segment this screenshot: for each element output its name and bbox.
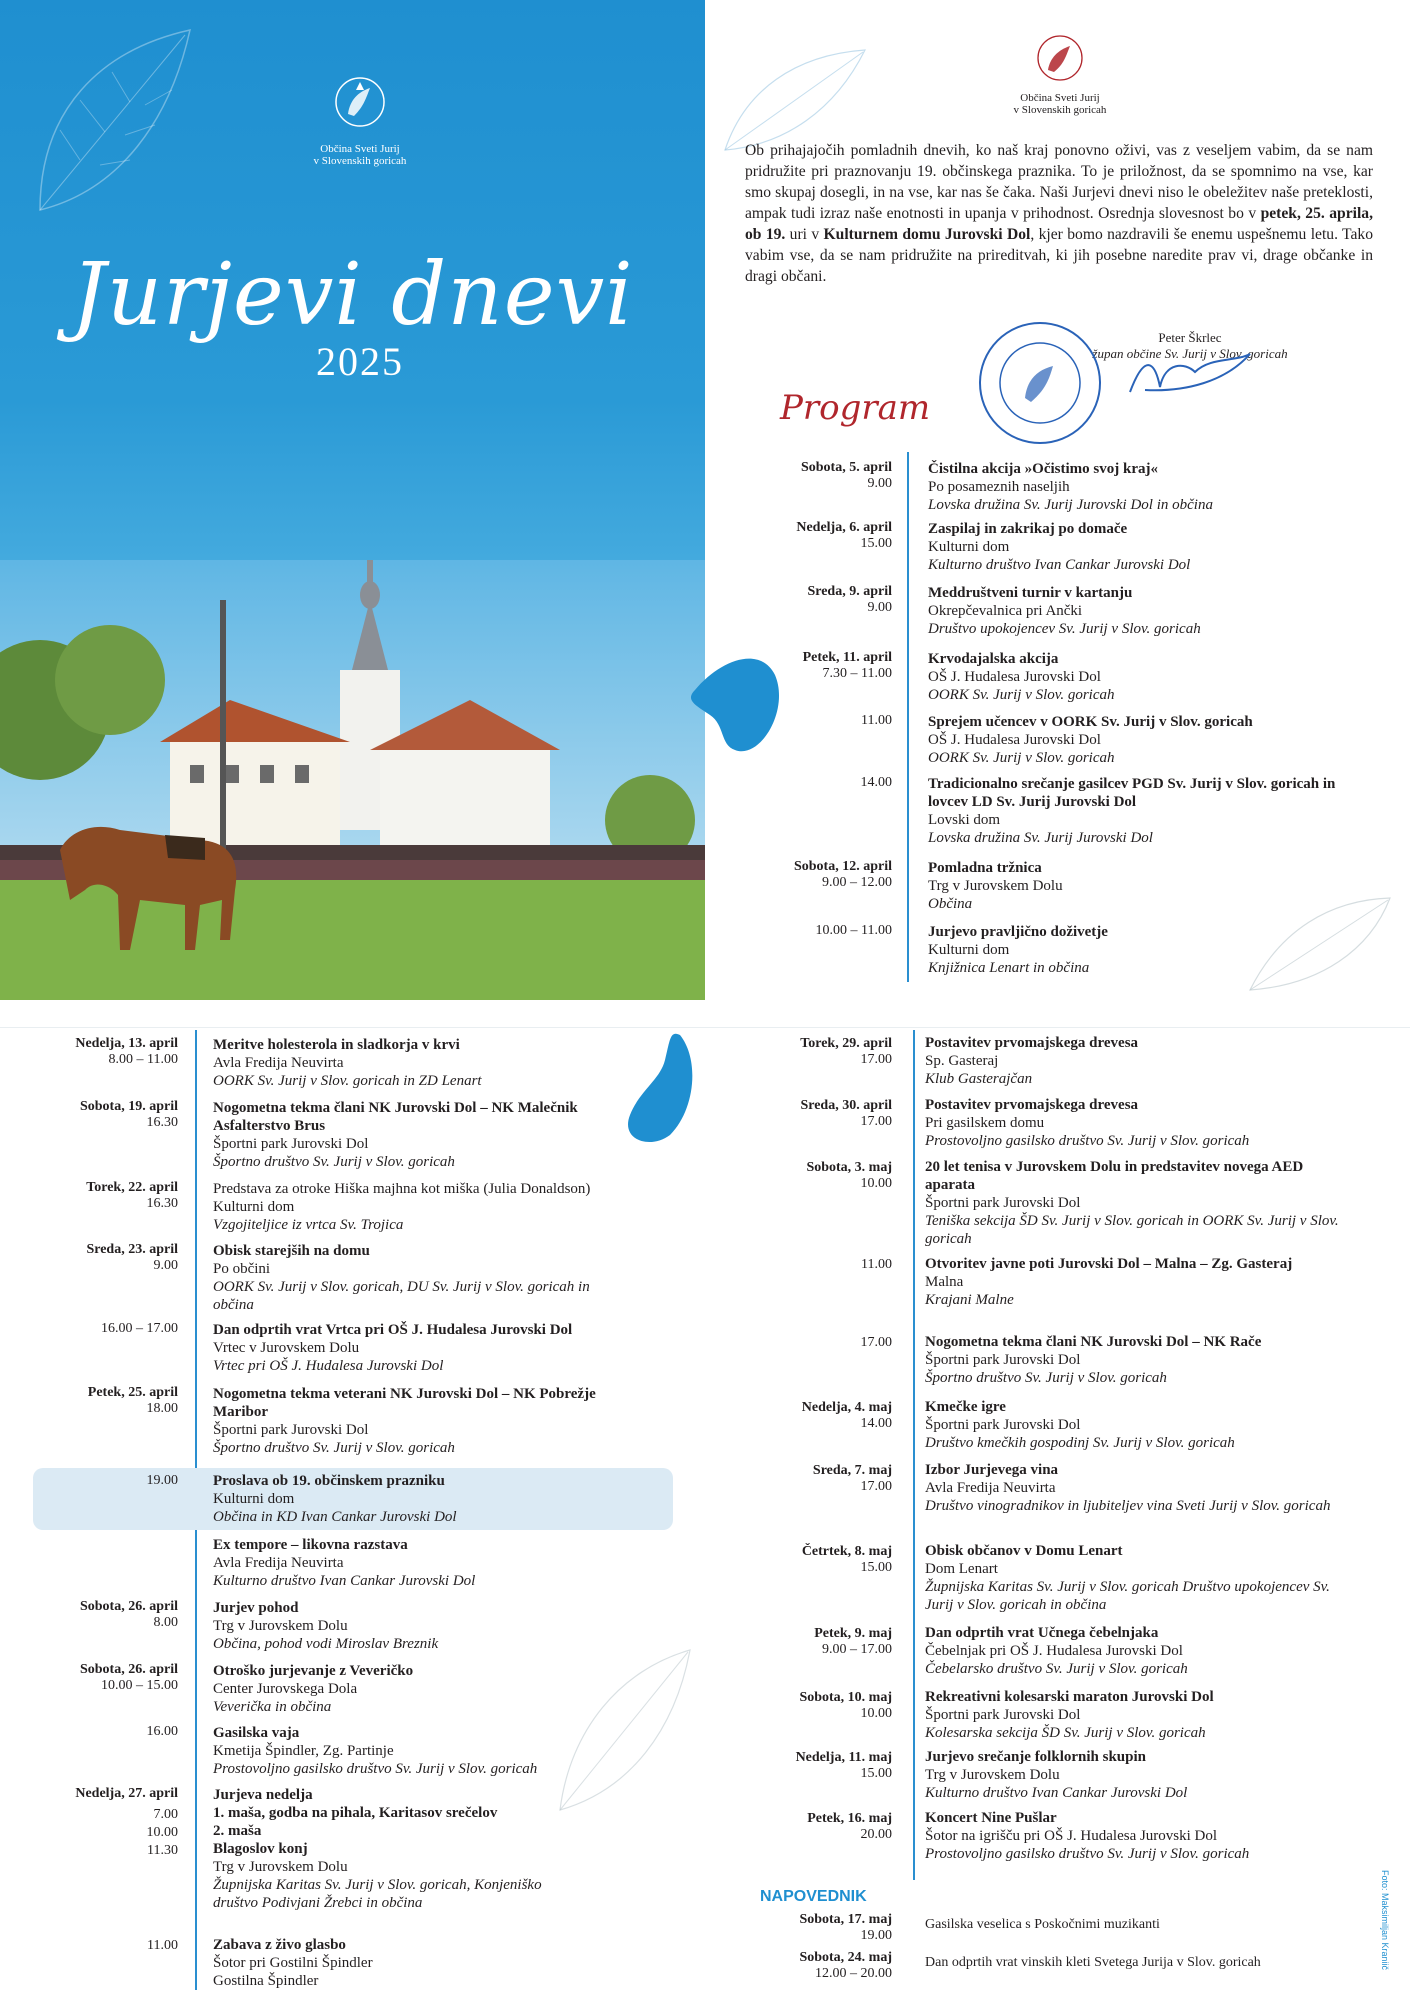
event-organizer: Občina, pohod vodi Miroslav Breznik xyxy=(213,1636,439,1652)
event-organizer: Župnijska Karitas Sv. Jurij v Slov. goricah, Konjeniško društvo Podivjani Žrebci in občina xyxy=(213,1877,542,1911)
program-title: Program xyxy=(780,388,931,428)
event-time: 15.00 xyxy=(860,536,892,551)
event-organizer: Krajani Malne xyxy=(925,1292,1014,1308)
event-organizer: Vrtec pri OŠ J. Hudalesa Jurovski Dol xyxy=(213,1358,444,1374)
event-date: Sreda, 9. april xyxy=(807,584,892,599)
event-time: 18.00 xyxy=(146,1401,178,1416)
event-time: 11.00 xyxy=(147,1938,178,1953)
event-time: 9.00 xyxy=(867,476,892,491)
event-organizer: Veverička in občina xyxy=(213,1699,332,1715)
event-time: 11.00 xyxy=(861,1257,892,1272)
event-place: OŠ J. Hudalesa Jurovski Dol xyxy=(928,732,1101,748)
municipality-line1: Občina Sveti Jurij xyxy=(1020,92,1100,104)
event-organizer: Kulturno društvo Ivan Cankar Jurovski Dol xyxy=(928,557,1191,573)
event-place: Trg v Jurovskem Dolu xyxy=(928,878,1063,894)
municipality-logo-icon xyxy=(1030,30,1090,90)
event-title: Otroško jurjevanje z Veveričko xyxy=(213,1663,414,1679)
event-title: Obisk starejših na domu xyxy=(213,1243,370,1259)
event-place: Športni park Jurovski Dol xyxy=(925,1195,1081,1211)
event-date: Torek, 22. april xyxy=(86,1180,178,1195)
event-organizer: OORK Sv. Jurij v Slov. goricah xyxy=(928,687,1115,703)
event-place: Kulturni dom xyxy=(928,539,1010,555)
event-place: Športni park Jurovski Dol xyxy=(925,1707,1081,1723)
municipality-name-small xyxy=(985,92,1135,116)
event-time: 17.00 xyxy=(860,1052,892,1067)
event-organizer: Čebelarsko društvo Sv. Jurij v Slov. goricah xyxy=(925,1661,1188,1677)
event-date: Sobota, 5. april xyxy=(800,460,892,475)
event-place: Kulturni dom xyxy=(213,1199,295,1215)
event-organizer: Teniška sekcija ŠD Sv. Jurij v Slov. goricah in OORK Sv. Jurij v Slov. goricah xyxy=(925,1213,1339,1247)
leaf-decoration-icon xyxy=(20,20,200,220)
event-title: Postavitev prvomajskega drevesa xyxy=(925,1035,1139,1051)
event-organizer: Občina xyxy=(928,896,973,912)
event-time: 10.00 xyxy=(860,1176,892,1191)
event-place: Avla Fredija Neuvirta xyxy=(213,1055,344,1071)
event-time: 17.00 xyxy=(860,1335,892,1350)
event-title: Gasilska vaja xyxy=(213,1725,300,1741)
event-title: Nogometna tekma veterani NK Jurovski Dol – NK Pobrežje Maribor xyxy=(213,1386,596,1420)
event-place: Lovski dom xyxy=(928,812,1001,828)
event-place: Trg v Jurovskem Dolu xyxy=(213,1859,348,1875)
event-title: Postavitev prvomajskega drevesa xyxy=(925,1097,1139,1113)
timeline-line xyxy=(907,452,909,982)
event-date: Sobota, 17. maj xyxy=(799,1912,892,1927)
event-title: Dan odprtih vrat Vrtca pri OŠ J. Hudalesa Jurovski Dol xyxy=(213,1322,573,1338)
event-date: Petek, 11. april xyxy=(802,650,892,665)
event-organizer: Prostovoljno gasilsko društvo Sv. Jurij v Slov. goricah xyxy=(925,1846,1250,1862)
event-line: 2. maša xyxy=(213,1823,262,1839)
cover-panel xyxy=(0,0,705,1000)
event-title: 20 let tenisa v Jurovskem Dolu in predstavitev novega AED aparata xyxy=(925,1159,1304,1193)
event-place: Kulturni dom xyxy=(213,1491,295,1507)
event-organizer: Župnijska Karitas Sv. Jurij v Slov. goricah Društvo upokojencev Sv. Jurij v Slov. goricah in občina xyxy=(925,1579,1330,1613)
event-place: Kulturni dom xyxy=(928,942,1010,958)
event-place: Po posameznih naseljih xyxy=(928,479,1070,495)
municipality-name xyxy=(280,143,440,167)
napovednik-text: Gasilska veselica s Poskočnimi muzikanti xyxy=(925,1917,1160,1932)
intro-text-3: , kjer bomo nazdravili še enemu uspešnemu letu. Tako vabim vse, da se nam pridružite na prireditvah, ki jih posebne naredite prav vi, drage občanke in dragi občani. xyxy=(745,226,1373,285)
page-year: 2025 xyxy=(316,339,404,384)
event-time: 14.00 xyxy=(860,1416,892,1431)
event-organizer: Kulturno društvo Ivan Cankar Jurovski Dol xyxy=(213,1573,476,1589)
event-time: 19.00 xyxy=(146,1473,178,1488)
event-organizer: Športno društvo Sv. Jurij v Slov. goricah xyxy=(925,1370,1167,1386)
intro-bold-date: petek, 25. aprila, ob 19. xyxy=(745,205,1373,243)
municipality-line2: v Slovenskih goricah xyxy=(313,155,407,167)
event-place: Center Jurovskega Dola xyxy=(213,1681,358,1697)
event-title: Tradicionalno srečanje gasilcev PGD Sv. Jurij v Slov. goricah in lovcev LD Sv. Jurij Jurovski Dol xyxy=(928,776,1336,810)
event-place: Po občini xyxy=(213,1261,271,1277)
event-organizer: Športno društvo Sv. Jurij v Slov. goricah xyxy=(213,1440,455,1456)
event-place: Malna xyxy=(925,1274,964,1290)
event-date: Sobota, 24. maj xyxy=(799,1950,892,1965)
leaf-decoration-icon xyxy=(1240,890,1400,1000)
event-title: Rekreativni kolesarski maraton Jurovski Dol xyxy=(925,1689,1214,1705)
event-organizer: Lovska družina Sv. Jurij Jurovski Dol xyxy=(928,830,1153,846)
section-divider xyxy=(0,1027,1410,1028)
event-time: 15.00 xyxy=(860,1766,892,1781)
event-date: Sobota, 19. april xyxy=(79,1099,178,1114)
event-date: Torek, 29. april xyxy=(800,1036,892,1051)
event-time: 7.00 xyxy=(153,1807,178,1822)
event-date: Petek, 16. maj xyxy=(807,1811,892,1826)
napovednik-text: Dan odprtih vrat vinskih kleti Svetega Jurija v Slov. goricah xyxy=(925,1955,1261,1970)
event-time: 8.00 – 11.00 xyxy=(108,1052,178,1067)
event-title: Zabava z živo glasbo xyxy=(213,1937,346,1953)
event-time: 9.00 xyxy=(867,600,892,615)
event-line: Blagoslov konj xyxy=(213,1841,308,1857)
event-place: Vrtec v Jurovskem Dolu xyxy=(213,1340,360,1356)
timeline-line-right xyxy=(913,1030,915,1880)
event-place: Okrepčevalnica pri Ančki xyxy=(928,603,1083,619)
event-title: Izbor Jurjevega vina xyxy=(925,1462,1059,1478)
event-title: Jurjevo pravljično doživetje xyxy=(928,924,1108,940)
event-date: Sreda, 7. maj xyxy=(812,1463,892,1478)
event-time: 10.00 – 11.00 xyxy=(815,923,892,938)
event-place: OŠ J. Hudalesa Jurovski Dol xyxy=(928,669,1101,685)
event-time: 20.00 xyxy=(860,1827,892,1842)
event-organizer: Društvo kmečkih gospodinj Sv. Jurij v Slov. goricah xyxy=(925,1435,1235,1451)
event-date: Sreda, 30. april xyxy=(800,1098,892,1113)
event-date: Nedelja, 27. april xyxy=(75,1786,178,1801)
event-place: Športni park Jurovski Dol xyxy=(925,1352,1081,1368)
event-organizer: Občina in KD Ivan Cankar Jurovski Dol xyxy=(213,1509,457,1525)
page-title: Jurjevi dnevi xyxy=(71,245,634,345)
event-place: Avla Fredija Neuvirta xyxy=(925,1480,1056,1496)
event-organizer: OORK Sv. Jurij v Slov. goricah xyxy=(928,750,1115,766)
event-title: Zaspilaj in zakrikaj po domače xyxy=(928,521,1128,537)
municipality-line2: v Slovenskih goricah xyxy=(1013,104,1107,116)
event-place: Šotor pri Gostilni Špindler xyxy=(213,1955,373,1971)
event-title: Proslava ob 19. občinskem prazniku xyxy=(213,1473,445,1489)
event-title: Kmečke igre xyxy=(925,1399,1006,1415)
event-organizer: Društvo upokojencev Sv. Jurij v Slov. goricah xyxy=(928,621,1201,637)
municipality-line1: Občina Sveti Jurij xyxy=(320,143,400,155)
event-line: 1. maša, godba na pihala, Karitasov srečelov xyxy=(213,1805,498,1821)
event-title: Ex tempore – likovna razstava xyxy=(213,1537,408,1553)
event-place: Avla Fredija Neuvirta xyxy=(213,1555,344,1571)
event-time: 16.00 – 17.00 xyxy=(101,1321,178,1336)
signature-icon xyxy=(1125,342,1265,402)
event-organizer: Športno društvo Sv. Jurij v Slov. goricah xyxy=(213,1154,455,1170)
event-title: Dan odprtih vrat Učnega čebelnjaka xyxy=(925,1625,1159,1641)
event-date: Nedelja, 13. april xyxy=(75,1036,178,1051)
event-time: 11.30 xyxy=(147,1843,178,1858)
napovednik-heading: NAPOVEDNIK xyxy=(760,1888,867,1905)
event-place: Kmetija Špindler, Zg. Partinje xyxy=(213,1743,394,1759)
event-organizer: Društvo vinogradnikov in ljubiteljev vina Sveti Jurij v Slov. goricah xyxy=(925,1498,1331,1514)
event-place: Dom Lenart xyxy=(925,1561,998,1577)
event-place: Športni park Jurovski Dol xyxy=(213,1422,369,1438)
event-organizer: Gostilna Špindler xyxy=(213,1973,319,1989)
event-date: Nedelja, 4. maj xyxy=(801,1400,892,1415)
event-organizer: OORK Sv. Jurij v Slov. goricah in ZD Lenart xyxy=(213,1073,482,1089)
event-organizer: Prostovoljno gasilsko društvo Sv. Jurij v Slov. goricah xyxy=(925,1133,1250,1149)
event-time: 16.00 xyxy=(146,1724,178,1739)
event-place: Sp. Gasteraj xyxy=(925,1053,999,1069)
event-time: 17.00 xyxy=(860,1479,892,1494)
event-date: Petek, 25. april xyxy=(87,1385,178,1400)
event-title: Nogometna tekma člani NK Jurovski Dol – NK Rače xyxy=(925,1334,1262,1350)
event-place: Trg v Jurovskem Dolu xyxy=(925,1767,1060,1783)
event-date: Sobota, 10. maj xyxy=(799,1690,892,1705)
event-place: Športni park Jurovski Dol xyxy=(925,1417,1081,1433)
leaf-decoration-icon xyxy=(550,1640,700,1820)
event-title: Jurjevo srečanje folklornih skupin xyxy=(925,1749,1146,1765)
event-time: 16.30 xyxy=(146,1196,178,1211)
event-title: Meddruštveni turnir v kartanju xyxy=(928,585,1133,601)
event-time: 10.00 – 15.00 xyxy=(101,1678,178,1693)
municipality-logo-icon xyxy=(330,70,390,140)
event-time: 19.00 xyxy=(860,1928,892,1943)
event-organizer: Lovska družina Sv. Jurij Jurovski Dol in občina xyxy=(928,497,1213,513)
event-organizer: Vzgojiteljice iz vrtca Sv. Trojica xyxy=(213,1217,404,1233)
event-date: Sreda, 23. april xyxy=(86,1242,178,1257)
event-time: 17.00 xyxy=(860,1114,892,1129)
event-time: 10.00 xyxy=(146,1825,178,1840)
event-time: 9.00 – 12.00 xyxy=(822,875,892,890)
event-place: Pri gasilskem domu xyxy=(925,1115,1045,1131)
event-time: 16.30 xyxy=(146,1115,178,1130)
event-time: 7.30 – 11.00 xyxy=(822,666,892,681)
intro-text-1: Ob prihajajočih pomladnih dnevih, ko naš kraj ponovno oživi, vas z veseljem vabim, da se nam pridružite pri praznovanju 19. občinskega praznika. To je priložnost, da se spomnimo na vse, kar smo skupaj dosegli, in na vse, kar nas še čaka. Naši Jurjevi dnevi niso le obeležitev naše preteklosti, ampak tudi izraz naše enotnosti in upanja v prihodnost. Osrednja slovesnost bo v xyxy=(745,142,1373,222)
event-title: Pomladna tržnica xyxy=(928,860,1042,876)
event-organizer: Prostovoljno gasilsko društvo Sv. Jurij v Slov. goricah xyxy=(213,1761,538,1777)
event-time: 9.00 xyxy=(153,1258,178,1273)
church-horse-photo xyxy=(0,560,705,1000)
event-organizer: Knjižnica Lenart in občina xyxy=(928,960,1090,976)
event-title: Krvodajalska akcija xyxy=(928,651,1059,667)
event-title: Otvoritev javne poti Jurovski Dol – Malna – Zg. Gasteraj xyxy=(925,1256,1293,1272)
event-title: Predstava za otroke Hiška majhna kot miška (Julia Donaldson) xyxy=(213,1181,591,1197)
event-place: Čebelnjak pri OŠ J. Hudalesa Jurovski Dol xyxy=(925,1643,1183,1659)
event-date: Sobota, 26. april xyxy=(79,1662,178,1677)
event-organizer: Klub Gasterajčan xyxy=(925,1071,1033,1087)
event-time: 8.00 xyxy=(153,1615,178,1630)
event-organizer: OORK Sv. Jurij v Slov. goricah, DU Sv. Jurij v Slov. goricah in občina xyxy=(213,1279,590,1313)
event-title: Nogometna tekma člani NK Jurovski Dol – NK Malečnik Asfalterstvo Brus xyxy=(213,1100,578,1134)
signer-role: župan občine Sv. Jurij v Slov. goricah xyxy=(1092,346,1288,361)
event-time: 11.00 xyxy=(861,713,892,728)
event-time: 15.00 xyxy=(860,1560,892,1575)
intro-bold-venue: Kulturnem domu Jurovski Dol xyxy=(823,226,1031,243)
event-title: Čistilna akcija »Očistimo svoj kraj« xyxy=(928,461,1158,477)
event-title: Koncert Nine Pušlar xyxy=(925,1810,1057,1826)
event-time: 10.00 xyxy=(860,1706,892,1721)
event-place: Šotor na igrišču pri OŠ J. Hudalesa Jurovski Dol xyxy=(925,1828,1218,1844)
event-organizer: Kulturno društvo Ivan Cankar Jurovski Dol xyxy=(925,1785,1188,1801)
stamp-icon xyxy=(975,318,1105,448)
event-title: Meritve holesterola in sladkorja v krvi xyxy=(213,1037,460,1053)
event-place: Trg v Jurovskem Dolu xyxy=(213,1618,348,1634)
event-title: Sprejem učencev v OORK Sv. Jurij v Slov. goricah xyxy=(928,714,1253,730)
event-date: Četrtek, 8. maj xyxy=(801,1544,892,1559)
event-title: Obisk občanov v Domu Lenart xyxy=(925,1543,1123,1559)
event-title: Jurjeva nedelja xyxy=(213,1787,313,1803)
signer-name: Peter Škrlec xyxy=(1158,330,1222,345)
event-date: Sobota, 26. april xyxy=(79,1599,178,1614)
event-time: 12.00 – 20.00 xyxy=(815,1966,892,1981)
event-place: Športni park Jurovski Dol xyxy=(213,1136,369,1152)
event-date: Nedelja, 11. maj xyxy=(795,1750,892,1765)
event-title: Jurjev pohod xyxy=(213,1600,299,1616)
intro-letter xyxy=(745,140,1373,287)
event-date: Petek, 9. maj xyxy=(814,1626,892,1641)
photo-credit: Foto: Maksimiljan Kraniič xyxy=(1380,1870,1390,1971)
intro-text-2: uri v xyxy=(785,226,824,243)
event-organizer: Kolesarska sekcija ŠD Sv. Jurij v Slov. goricah xyxy=(925,1725,1206,1741)
event-date: Sobota, 3. maj xyxy=(806,1160,892,1175)
event-time: 14.00 xyxy=(860,775,892,790)
event-time: 9.00 – 17.00 xyxy=(822,1642,892,1657)
event-date: Sobota, 12. april xyxy=(793,859,892,874)
event-date: Nedelja, 6. april xyxy=(796,520,892,535)
